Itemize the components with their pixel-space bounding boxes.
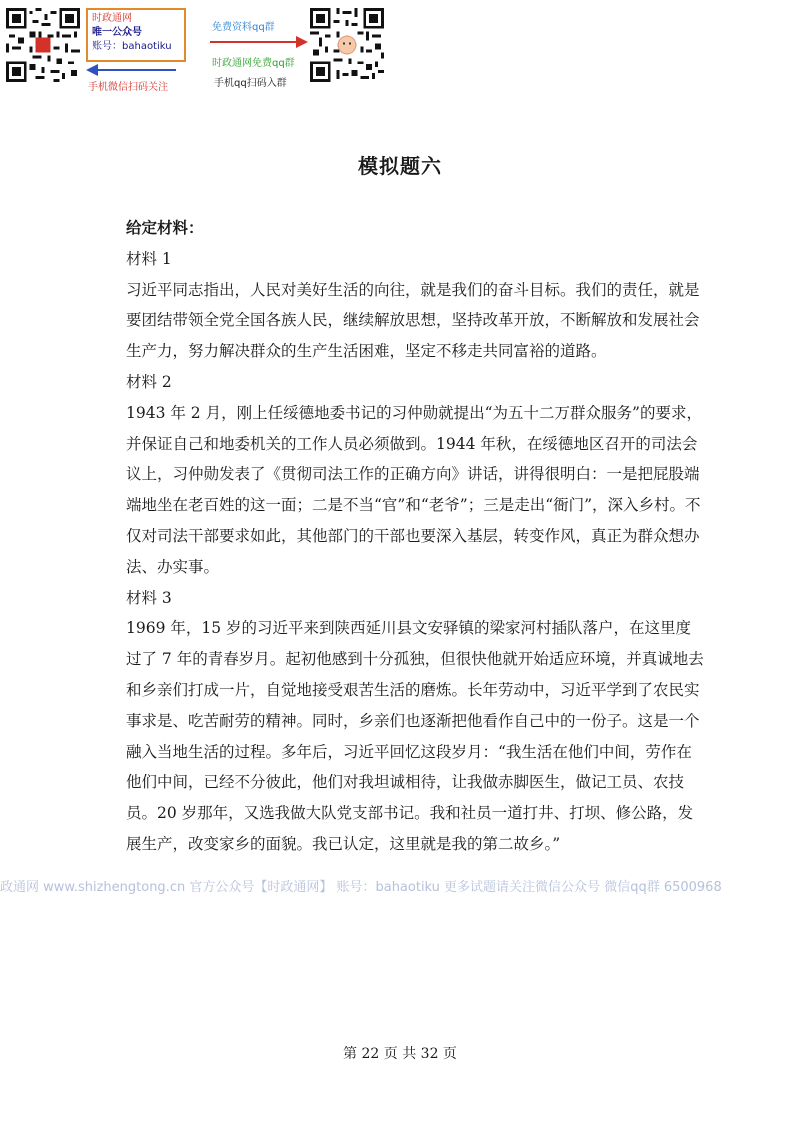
material-2-label: 材料 2	[126, 372, 172, 391]
qq-group-subtitle: 时政通网免费qq群	[212, 58, 295, 69]
page-title: 模拟题六	[358, 154, 442, 178]
material-3-paragraph: 1969 年，15 岁的习近平来到陕西延川县文安驿镇的梁家河村插队落户，在这里度过了 7 年的青春岁月。起初他感到十分孤独，但很快他就开始适应环境，并真诚地去和乡亲们打成一片，自觉地接受艰苦生活的磨炼。长年劳动中，习近平学到了农民实事求是、吃苦耐劳的精神。同时，乡亲们也逐渐把他看作自己中的一份子。这是一个融入当地生活的过程。多年后，习近平回忆这段岁月：“我生活在他们中间，劳作在他们中间，已经不分彼此，他们对我坦诚相待，让我做赤脚医生，做记工员、农技员。20 岁那年，又选我做大队党支部书记。我和社员一道打井、打坝、修公路，发展生产，改变家乡的面貌。我已认定，这里就是我的第二故乡。”	[126, 619, 704, 853]
qq-qr-code	[310, 8, 384, 82]
badge-line-2: 唯一公众号	[92, 27, 142, 38]
qq-group-title: 免费资料qq群	[212, 22, 275, 33]
watermark-text: 政通网 www.shizhengtong.cn 官方公众号【时政通网】 账号：bahaotiku 更多试题请关注微信公众号 微信qq群 6500968	[0, 880, 722, 895]
document-body	[126, 213, 706, 860]
material-1-label: 材料 1	[126, 249, 172, 268]
section-label: 给定材料：	[126, 219, 204, 237]
official-account-box	[86, 8, 186, 62]
qr-pattern-left	[6, 8, 80, 82]
badge-line-1: 时政通网	[92, 13, 132, 24]
wechat-qr-code	[6, 8, 80, 82]
material-3-label: 材料 3	[126, 588, 172, 607]
badge-line-3: 账号：bahaotiku	[92, 41, 172, 52]
wechat-scan-caption: 手机微信扫码关注	[88, 82, 168, 93]
material-2-paragraph: 1943 年 2 月，刚上任绥德地委书记的习仲勋就提出“为五十二万群众服务”的要求，并保证自己和地委机关的工作人员必须做到。1944 年秋，在绥德地区召开的司法会议上，习仲勋发表了《贯彻司法工作的正确方向》讲话，讲得很明白：一是把屁股端端地坐在老百姓的这一面；二是不当“官”和“老爷”；三是走出“衙门”，深入乡村。不仅对司法干部要求如此，其他部门的干部也要深入基层，转变作风，真正为群众想办法、办实事。	[126, 403, 702, 576]
qr-pattern-right	[310, 8, 384, 82]
qq-scan-caption: 手机qq扫码入群	[214, 78, 287, 89]
material-1-paragraph: 习近平同志指出，人民对美好生活的向往，就是我们的奋斗目标。我们的责任，就是要团结带领全党全国各族人民，继续解放思想，坚持改革开放，不断解放和发展社会生产力，努力解决群众的生产生活困难，坚定不移走共同富裕的道路。	[126, 280, 700, 361]
page-footer: 第 22 页 共 32 页	[343, 1046, 457, 1062]
arrow-left-icon	[86, 62, 178, 78]
arrow-right-icon	[208, 34, 308, 50]
